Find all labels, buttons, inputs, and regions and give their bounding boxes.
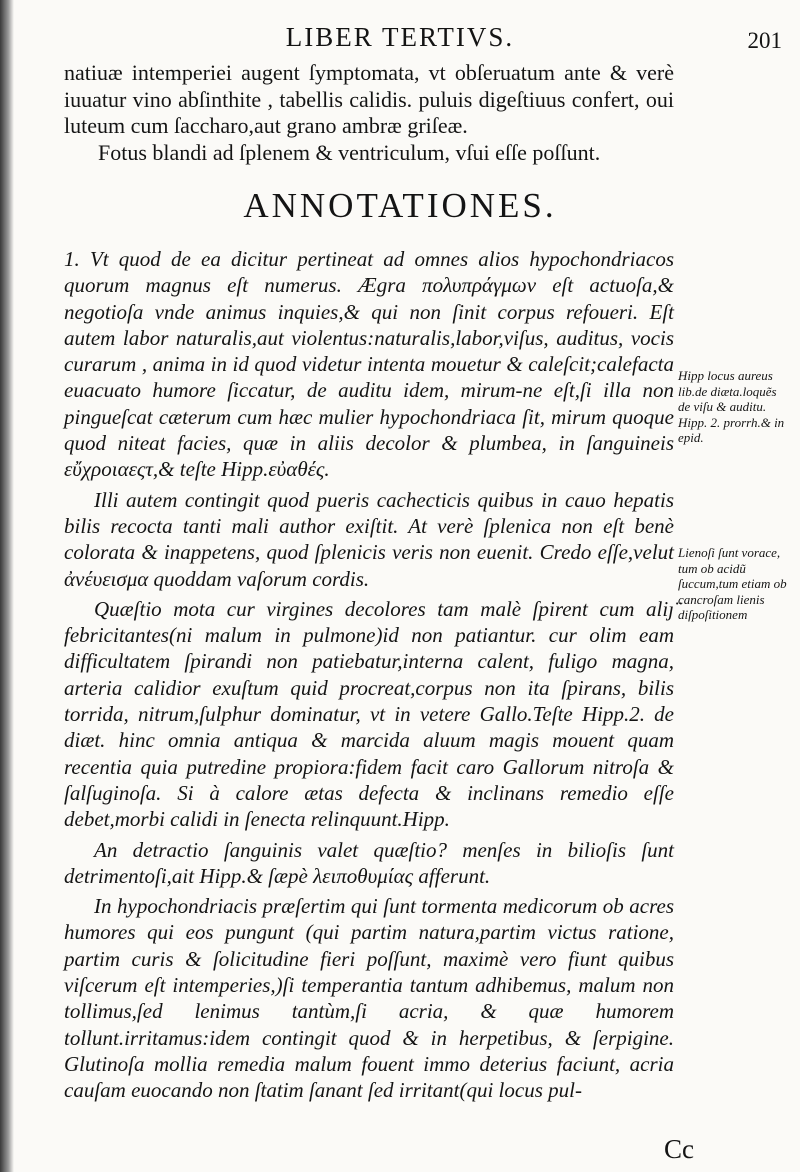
- annotation-paragraph: Quæſtio mota cur virgines decolores tam malè ſpirent cum aliȷ̈ febricitantes(ni malum in pulmone)id non patiantur. cur olim eam difficultatem ſpirandi non patiebatur,interna calent, fuligo magna, arteria calidior exuſtum quid procreat,corpus non ita ſpirans, bilis torrida, nitrum,ſulphur dominatur, vt in vetere Gallo.Teſte Hipp.2. de diæt. hinc omnia antiqua & marcida aluum magis mouent quam recentia quia putredine propiora:fidem facit caro Gallorum nitroſa & ſalſuginoſa. Si à calore ætas defecta & inclinans remedio eſſe debet,morbi calidi in ſenecta relinquunt.Hipp.: [64, 596, 674, 832]
- marginal-note-1: Hipp locus aureus lib.de diæta.loquẽs de viſu & auditu. Hipp. 2. prorrh.& in epid.: [678, 368, 785, 445]
- annotation-paragraph: Illi autem contingit quod pueris cachecticis quibus in cauo hepatis bilis recocta tanti mali author exiſtit. At verè ſplenica non eſt benè colorata & inappetens, quod ſplenicis veris non euenit. Credo eſſe,velut ἀνέυεισμα quoddam vaſorum cordis.: [64, 487, 674, 591]
- signature-mark: Cc: [664, 1134, 694, 1164]
- binding-gutter-shadow: [0, 0, 14, 1172]
- annotation-paragraph: In hypochondriacis præſertim qui ſunt tormenta medicorum ob acres humores qui eos pungunt (qui partim natura,partim victus ratione, partim curis & ſolicitudine fieri poſſunt, maximè vero fiunt quibus viſcerum eſt intemperies,)ſi temperantia tantum adhibemus, malum non tollimus,ſed lenimus tantùm,ſi acria, & quæ humorem tollunt.irritamus:idem contingit quod & in herpetibus, & ſerpigine. Glutinoſa mollia remedia malum fouent immo deterius faciunt, acria cauſam euocando non ſtatim ſanant ſed irritant(qui locus pul-: [64, 894, 674, 1103]
- annotations-block: [64, 246, 674, 1108]
- main-text-paragraph-1: natiuæ intemperiei augent ſymptomata, vt obſeruatum ante & verè iuuatur vino abſinthite , tabellis calidis. puluis digeſtiuus confert, oui luteum cum ſaccharo,aut grano ambræ griſeæ.: [64, 60, 674, 138]
- running-head: LIBER TERTIVS.: [285, 22, 515, 52]
- main-text-continuation: [64, 60, 674, 166]
- marginal-note-2: Lienoſi ſunt vorace, tum ob acidũ ſuccum,tum etiam ob cancroſam lienis diſpoſitionem: [678, 545, 787, 622]
- main-text-paragraph-2: Fotus blandi ad ſplenem & ventriculum, vſui eſſe poſſunt.: [98, 139, 601, 165]
- section-heading: ANNOTATIONES.: [243, 186, 557, 225]
- page-number: 201: [747, 28, 782, 53]
- annotation-paragraph: 1. Vt quod de ea dicitur pertineat ad omnes alios hypochondriacos quorum magnus eſt numerus. Ægra πολυπράγμων eſt actuoſa,& negotioſa vnde animus inquies,& qui non ſinit corpus refoueri. Eſt autem labor naturalis,aut violentus:naturalis,labor,viſus, auditus, vocis curarum , anima in id quod videtur intenta mouetur & caleſcit;calefacta euacuato humore ſiccatur, de auditu idem, mirum-ne eſt,ſi illa non pingueſcat cæterum cum hæc mulier hypochondriaca ſit, mirum quoque quod niteat facies, quæ in aliis decolor & plumbea, in ſanguineis εὔχροιαεςτ,& teſte Hipp.εὐαθές.: [64, 247, 674, 482]
- annotation-paragraph: An detractio ſanguinis valet quæſtio? menſes in bilioſis ſunt detrimentoſi,ait Hipp.& ſæpè λειποθυμίας afferunt.: [64, 837, 674, 888]
